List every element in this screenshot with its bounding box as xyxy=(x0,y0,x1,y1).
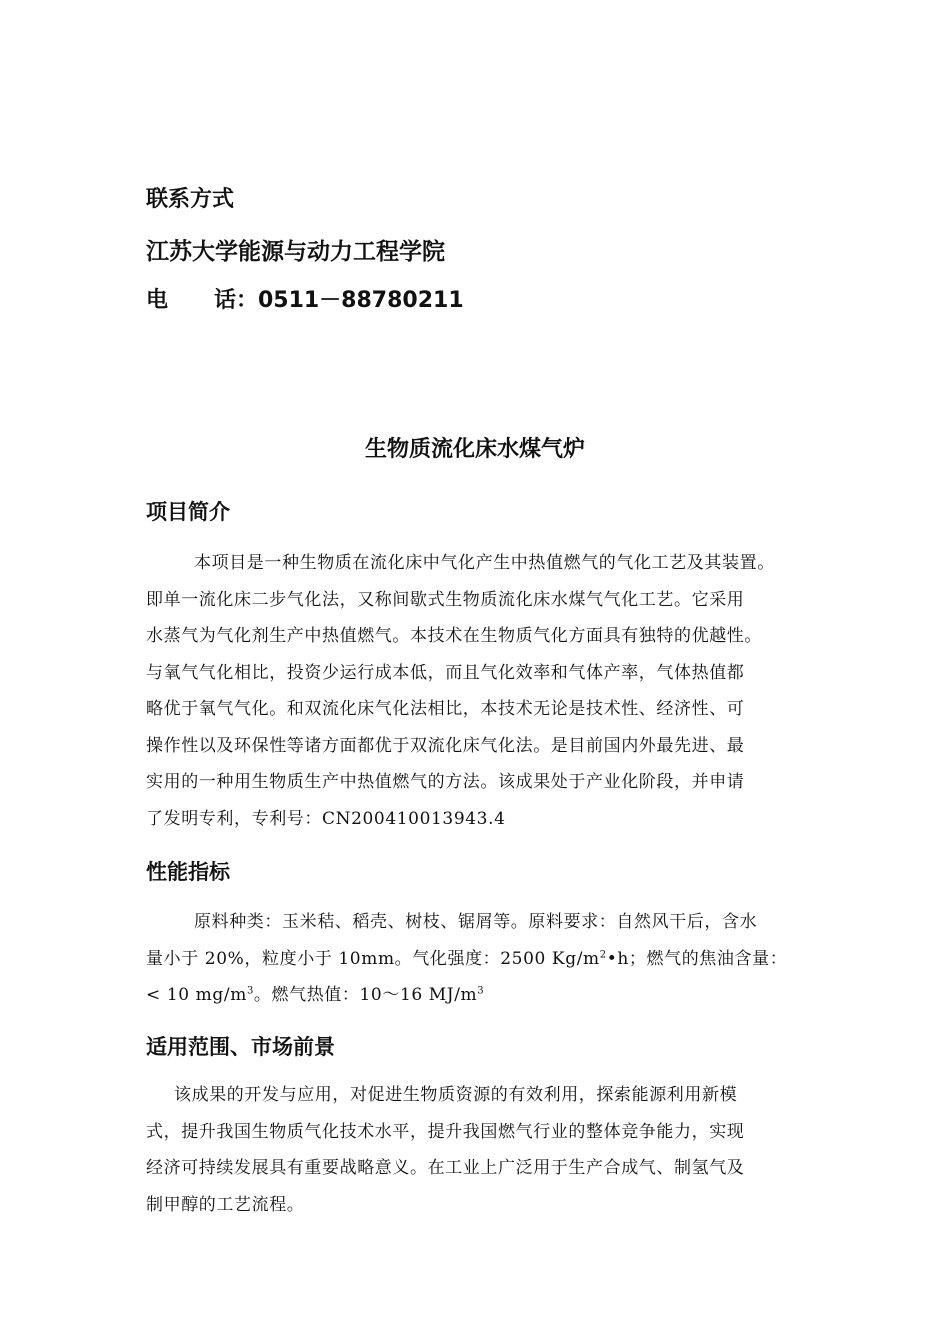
text-run: 量小于 20%，粒度小于 10mm。气化强度：2500 Kg/m xyxy=(146,948,600,969)
market-paragraph xyxy=(146,1077,814,1223)
paragraph-line: 原料种类：玉米秸、稻壳、树枝、锯屑等。原料要求：自然风干后，含水 xyxy=(194,912,758,932)
paragraph-line: 制甲醇的工艺流程。 xyxy=(146,1194,305,1215)
paragraph-line: 略优于氧气气化。和双流化床气化法相比，本技术无论是技术性、经济性、可 xyxy=(146,699,745,719)
paragraph-line xyxy=(146,977,814,1014)
paragraph-line: 本项目是一种生物质在流化床中气化产生中热值燃气的气化工艺及其装置。 xyxy=(194,553,775,573)
contact-organization: 江苏大学能源与动力工程学院 xyxy=(146,239,445,265)
document-title: 生物质流化床水煤气炉 xyxy=(364,437,585,462)
text-run: < 10 mg/m xyxy=(146,985,247,1005)
superscript: 2 xyxy=(599,948,607,960)
section-heading-performance: 性能指标 xyxy=(146,860,230,884)
contact-phone: 电 话：0511－88780211 xyxy=(146,288,464,313)
section-heading-intro: 项目简介 xyxy=(146,500,230,524)
superscript: 3 xyxy=(246,985,254,997)
paragraph-line xyxy=(146,941,814,978)
paragraph-line: 水蒸气为气化剂生产中热值燃气。本技术在生物质气化方面具有独特的优越性。 xyxy=(146,626,762,646)
superscript: 3 xyxy=(477,985,485,997)
paragraph-line: 式，提升我国生物质气化技术水平，提升我国燃气行业的整体竞争能力，实现 xyxy=(146,1121,745,1142)
intro-paragraph xyxy=(146,545,814,837)
text-run: •h；燃气的焦油含量： xyxy=(606,948,788,969)
paragraph-line: 即单一流化床二步气化法，又称间歇式生物质流化床水煤气气化工艺。它采用 xyxy=(146,589,745,610)
paragraph-line: 实用的一种用生物质生产中热值燃气的方法。该成果处于产业化阶段，并申请 xyxy=(146,772,745,792)
paragraph-line: 该成果的开发与应用，对促进生物质资源的有效利用，探索能源利用新模 xyxy=(174,1085,738,1105)
paragraph-line: 与氧气气化相比，投资少运行成本低，而且气化效率和气体产率，气体热值都 xyxy=(146,662,745,683)
performance-paragraph xyxy=(146,904,814,1014)
paragraph-line: 了发明专利，专利号：CN200410013943.4 xyxy=(146,808,506,829)
paragraph-line: 操作性以及环保性等诸方面都优于双流化床气化法。是目前国内外最先进、最 xyxy=(146,735,745,756)
section-heading-market: 适用范围、市场前景 xyxy=(146,1035,335,1059)
paragraph-line: 经济可持续发展具有重要战略意义。在工业上广泛用于生产合成气、制氢气及 xyxy=(146,1158,745,1178)
text-run: 。燃气热值：10～16 MJ/m xyxy=(253,985,478,1005)
contact-label: 联系方式 xyxy=(146,187,235,212)
